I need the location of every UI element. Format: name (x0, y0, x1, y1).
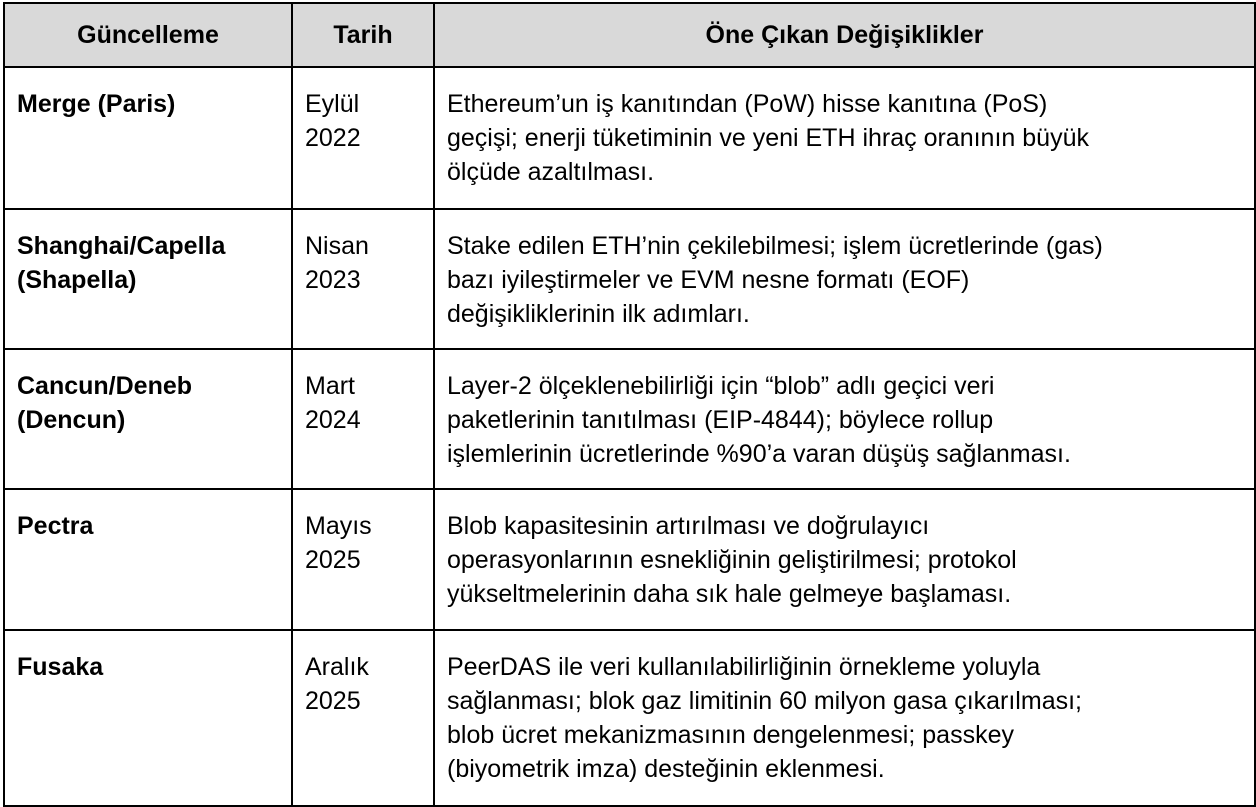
changes-cell (434, 209, 1255, 349)
header-changes: Öne Çıkan Değişiklikler (434, 3, 1255, 67)
update-name: Cancun/Deneb (17, 372, 193, 400)
update-alias: (Dencun) (17, 406, 126, 434)
date-cell (292, 349, 434, 489)
changes-cell (434, 630, 1255, 806)
date-month: Aralık (305, 653, 369, 681)
changes-line: Stake edilen ETH’nin çekilebilmesi; işlem ücretlerinde (gas) (447, 232, 1103, 260)
changes-line: sağlanması; blok gaz limitinin 60 milyon gasa çıkarılması; (447, 687, 1082, 715)
header-update: Güncelleme (4, 3, 292, 67)
table-body (4, 67, 1255, 806)
header-row (4, 3, 1255, 67)
changes-line: bazı iyileştirmeler ve EVM nesne formatı (EOF) (447, 266, 970, 294)
header-date: Tarih (292, 3, 434, 67)
changes-line: değişikliklerinin ilk adımları. (447, 300, 750, 328)
date-cell (292, 489, 434, 630)
update-name-cell (4, 349, 292, 489)
changes-line: Layer-2 ölçeklenebilirliği için “blob” adlı geçici veri (447, 372, 995, 400)
table-row (4, 489, 1255, 630)
update-name-cell (4, 67, 292, 209)
date-month: Mart (305, 372, 355, 400)
changes-cell (434, 349, 1255, 489)
changes-line: işlemlerinin ücretlerinde %90’a varan düşüş sağlanması. (447, 440, 1071, 468)
table-row (4, 630, 1255, 806)
date-cell (292, 630, 434, 806)
update-name: Pectra (17, 512, 94, 540)
changes-line: Ethereum’un iş kanıtından (PoW) hisse kanıtına (PoS) (447, 90, 1048, 118)
update-name: Fusaka (17, 653, 104, 681)
changes-line: Blob kapasitesinin artırılması ve doğrulayıcı (447, 512, 930, 540)
table-row (4, 209, 1255, 349)
update-alias: (Shapella) (17, 266, 137, 294)
changes-line: PeerDAS ile veri kullanılabilirliğinin örnekleme yoluyla (447, 653, 1041, 681)
changes-line: paketlerinin tanıtılması (EIP-4844); böylece rollup (447, 406, 994, 434)
changes-line: blob ücret mekanizmasının dengelenmesi; passkey (447, 721, 1014, 749)
changes-line: yükseltmelerinin daha sık hale gelmeye başlaması. (447, 580, 1012, 608)
table-row (4, 67, 1255, 209)
date-year: 2024 (305, 406, 361, 434)
changes-line: ölçüde azaltılması. (447, 158, 655, 186)
date-year: 2025 (305, 546, 361, 574)
date-year: 2022 (305, 124, 361, 152)
date-month: Nisan (305, 232, 369, 260)
date-month: Mayıs (305, 512, 372, 540)
changes-line: operasyonlarının esnekliğinin geliştirilmesi; protokol (447, 546, 1017, 574)
update-name-cell (4, 209, 292, 349)
changes-cell (434, 67, 1255, 209)
ethereum-updates-table (3, 2, 1256, 807)
date-month: Eylül (305, 90, 360, 118)
date-year: 2025 (305, 687, 361, 715)
date-cell (292, 67, 434, 209)
changes-cell (434, 489, 1255, 630)
changes-line: geçişi; enerji tüketiminin ve yeni ETH ihraç oranının büyük (447, 124, 1089, 152)
changes-line: (biyometrik imza) desteğinin eklenmesi. (447, 755, 885, 783)
update-name: Merge (Paris) (17, 90, 176, 118)
update-name: Shanghai/Capella (17, 232, 226, 260)
date-year: 2023 (305, 266, 361, 294)
table-row (4, 349, 1255, 489)
update-name-cell (4, 630, 292, 806)
update-name-cell (4, 489, 292, 630)
table-header (4, 3, 1255, 67)
date-cell (292, 209, 434, 349)
